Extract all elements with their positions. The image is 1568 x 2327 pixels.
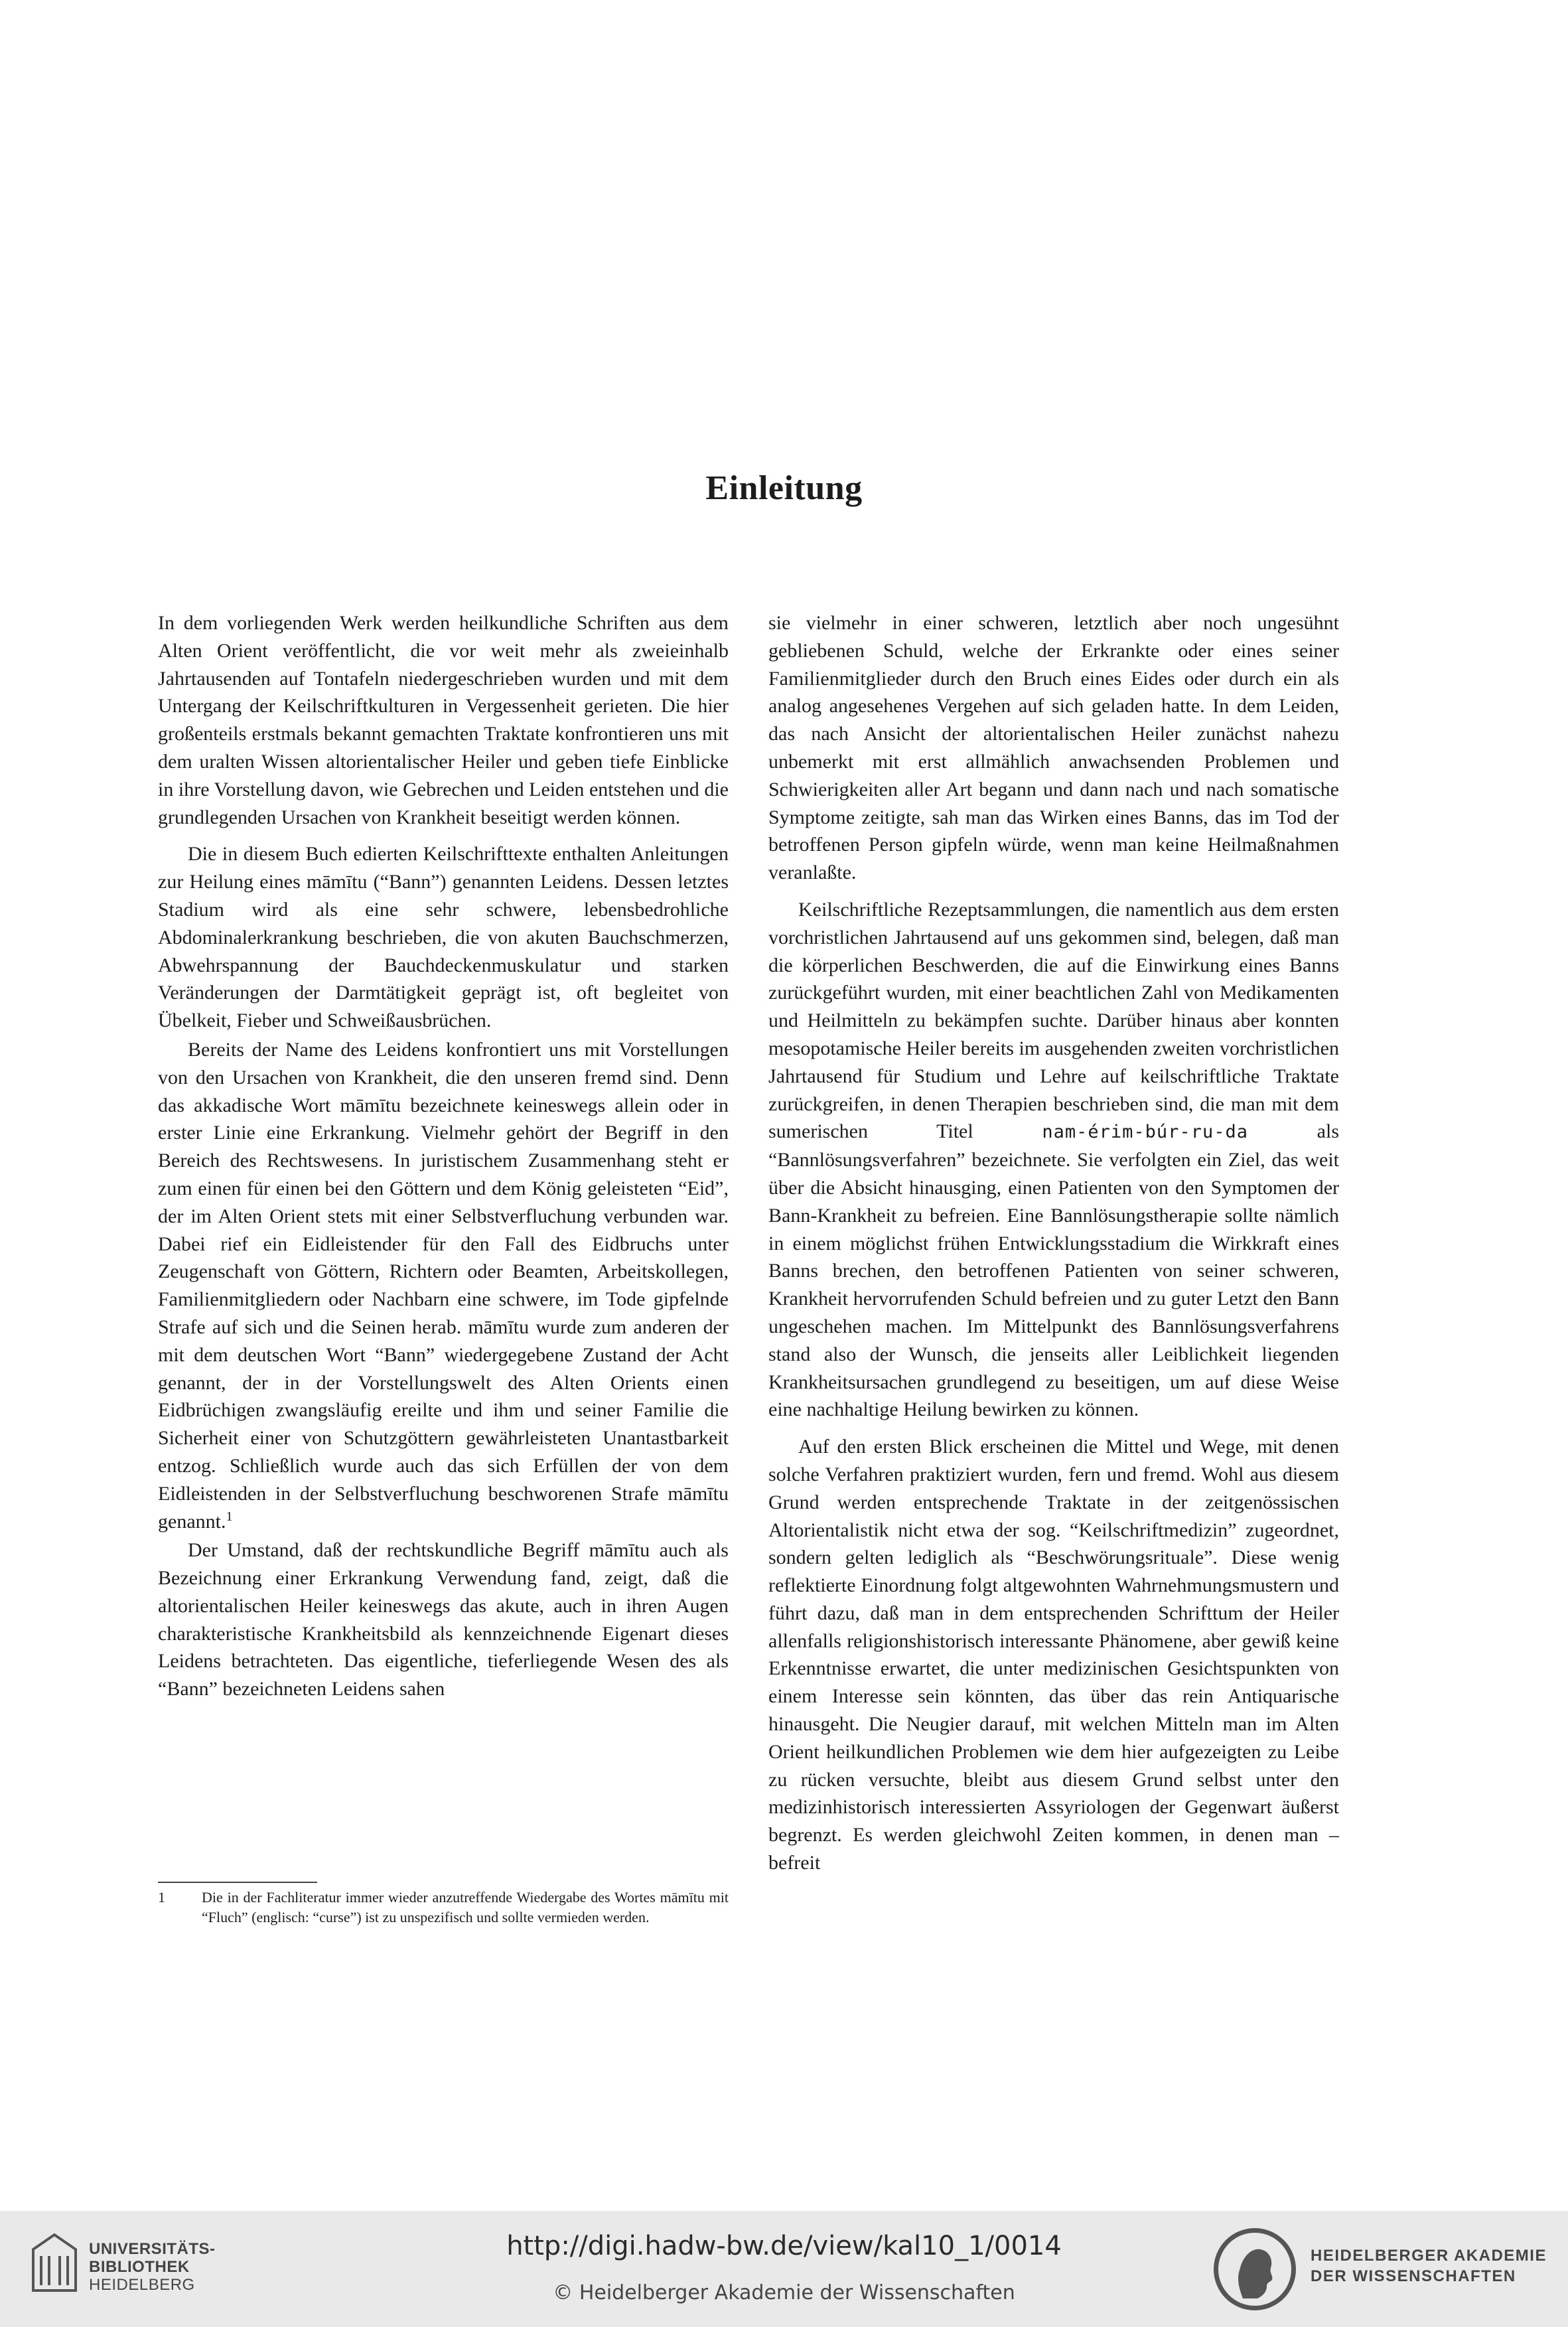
library-name-line2: BIBLIOTHEK [89,2258,190,2276]
page-title: Einleitung [705,469,863,507]
footnote-text: Die in der Fachliteratur immer wieder anzutreffende Wiedergabe des Wortes māmītu mit “Fluch” (englisch: “curse”) ist zu unspezifisch und sollte vermieden werden. [202,1889,729,1925]
academy-name-line1: HEIDELBERGER AKADEMIE [1311,2247,1547,2265]
paragraph-name-of-illness [158,1036,729,1535]
sumerian-title: nam-érim-búr-ru-da [1042,1122,1248,1143]
paragraph-first-glance: Auf den ersten Blick erscheinen die Mittel und Wege, mit denen solche Verfahren praktiziert wurden, fern und fremd. Wohl aus diesem Grund werden entsprechende Traktate in der zeitgenössischen Altorientalistik nicht etwa der sog. “Keilschriftmedizin” zugeordnet, sondern gelten lediglich als “Beschwörungsrituale”. Diese wenig reflektierte Einordnung folgt altgewohnten Wahrnehmungsmustern und führt dazu, daß man in dem entsprechenden Schrifttum der Heiler allenfalls religionshistorisch interessante Phänomene, aber gewiß keine Erkenntnisse erwartet, die unter medizinischen Gesichtspunkten von einem Interesse sein könnten, das über das rein Antiquarische hinausgeht. Die Neugier darauf, mit welchen Mitteln man im Alten Orient heilkundlichen Problemen wie dem hier aufgezeigten zu Leibe zu rücken versuchte, bleibt aus diesem Grund selbst unter den medizinhistorisch interessierten Assyriologen der Gegenwart äußerst begrenzt. Es werden gleichwohl Zeiten kommen, in denen man – befreit [768,1436,1339,1874]
left-column [158,609,729,1703]
footer-bar [0,2211,1568,2327]
paragraph-recipe-collections-continued: als “Bannlösungsverfahren” bezeichnete. Sie verfolgten ein Ziel, das weit über die Absicht hinausging, einen Patienten von den Symptomen der Bann-Krankheit zu befreien. Eine Bannlösungstherapie sollte nämlich in einem möglichst frühen Entwicklungsstadium die Wirkkraft eines Banns brechen, den betroffenen Patienten von seiner schweren, Krankheit hervorrufenden Schuld befreien und zu guter Letzt den Bann ungeschehen machen. Im Mittelpunkt des Bannlösungsverfahrens stand also der Wunsch, die jenseits aller Leiblichkeit liegenden Krankheitsursachen grundlegend zu beseitigen, um auf diese Weise eine nachhaltige Heilung bewirken zu können. [768,1120,1339,1421]
academy-name [1311,2245,1547,2287]
paragraph-name-of-illness-text: Bereits der Name des Leidens konfrontiert uns mit Vorstellungen von den Ursachen von Krankheit, die den unseren fremd sind. Denn das akkadische Wort māmītu bezeichnete keineswegs allein oder in erster Linie eine Erkrankung. Vielmehr gehört der Begriff in den Bereich des Rechtswesens. In juristischem Zusammenhang steht er zum einen für einen bei den Göttern und dem König geleisteten “Eid”, der im Alten Orient stets mit einer Selbstverfluchung verbunden war. Dabei rief ein Eidleistender für den Fall des Eidbruchs unter Zeugenschaft von Göttern, Richtern oder Beamten, Arbeitskollegen, Familienmitgliedern oder Nachbarn eine schwere, im Tode gipfelnde Strafe auf sich und die Seinen herab. māmītu wurde zum anderen der mit dem deutschen Wort “Bann” wiedergegebene Zustand der Acht genannt, der in der Vorstellungswelt des Alten Orients einen Eidbrüchigen zwangsläufig ereilte und ihm und seiner Familie die Sicherheit einer von Schutzgöttern gewährleisteten Unantastbarkeit entzog. Schließlich wurde auch das sich Erfüllen der von dem Eidleistenden in der Selbstverfluchung beschworenen Strafe māmītu genannt. [158,1038,729,1533]
paragraph-intro: In dem vorliegenden Werk werden heilkundliche Schriften aus dem Alten Orient veröffentlicht, die vor weit mehr als zweieinhalb Jahrtausenden auf Tontafeln niedergeschrieben wurden und mit dem Untergang der Keilschriftkulturen in Vergessenheit gerieten. Die hier großenteils erstmals bekannt gemachten Traktate konfrontieren uns mit dem uralten Wissen altorientalischer Heiler und geben tiefe Einblicke in ihre Vorstellung davon, wie Gebrechen und Leiden entstehen und die grundlegenden Ursachen von Krankheit beseitigt werden können. [158,612,729,828]
paragraph-legal-term: Der Umstand, daß der rechtskundliche Begriff māmītu auch als Bezeichnung einer Erkrankung Verwendung fand, zeigt, daß die altorientalischen Heiler keineswegs das akute, auch in ihren Augen charakteristische Krankheitsbild als kennzeichnende Eigenart dieses Leidens betrachteten. Das eigentliche, tieferliegende Wesen des als “Bann” bezeichneten Leidens sahen [158,1539,729,1700]
library-name-line1: UNIVERSITÄTS- [89,2240,216,2258]
academy-name-line2: DER WISSENSCHAFTEN [1311,2267,1516,2285]
footnote-number: 1 [158,1889,165,1906]
copyright-notice: © Heidelberger Akademie der Wissenschaften [553,2281,1015,2304]
paragraph-guilt: sie vielmehr in einer schweren, letztlich aber noch ungesühnt gebliebenen Schuld, welche der Erkrankte oder eines seiner Familienmitglieder durch den Bruch eines Eides oder durch ein als analog angesehenes Vergehen auf sich geladen hatte. In dem Leiden, das nach Ansicht der altorientalischen Heiler zunächst nahezu unbemerkt mit erst allmählich anwachsenden Problemen und Schwierigkeiten aller Art begann und dann nach und nach somatische Symptome zeitigte, sah man das Wirken eines Banns, das im Tod der betroffenen Person gipfeln würde, wenn man keine Heilmaßnahmen veranlaßte. [768,612,1339,884]
permalink-url[interactable]: http://digi.hadw-bw.de/view/kal10_1/0014 [506,2231,1062,2261]
paragraph-recipe-collections [768,896,1339,1424]
library-name-line3: HEIDELBERG [89,2276,195,2294]
paragraph-mamitu-definition: Die in diesem Buch edierten Keilschrifttexte enthalten Anleitungen zur Heilung eines māmītu (“Bann”) genannten Leidens. Dessen letztes Stadium wird als eine sehr schwere, lebensbedrohliche Abdominalerkrankung beschrieben, die von akuten Bauchschmerzen, Abwehrspannung der Bauchdeckenmuskulatur und starken Veränderungen der Darmtätigkeit geprägt ist, oft begleitet von Übelkeit, Fieber und Schweißausbrüchen. [158,843,729,1032]
paragraph-recipe-collections-text: Keilschriftliche Rezeptsammlungen, die namentlich aus dem ersten vorchristlichen Jahrtausend auf uns gekommen sind, belegen, daß man die körperlichen Beschwerden, die auf die Einwirkung eines Banns zurückgeführt wurden, mit einer beachtlichen Zahl von Medikamenten und Heilmitteln zu bekämpfen suchte. Darüber hinaus aber konnten mesopotamische Heiler bereits im ausgehenden zweiten vorchristlichen Jahrtausend für Studium und Lehre auf keilschriftliche Traktate zurückgreifen, in denen Therapien beschrieben sind, die man mit dem sumerischen Titel [768,898,1339,1143]
academy-portrait-seal-icon [1210,2224,1300,2314]
right-column [768,609,1339,1877]
footnote-divider [158,1882,317,1883]
footnote [158,1888,729,1927]
footnote-marker: 1 [226,1509,233,1524]
